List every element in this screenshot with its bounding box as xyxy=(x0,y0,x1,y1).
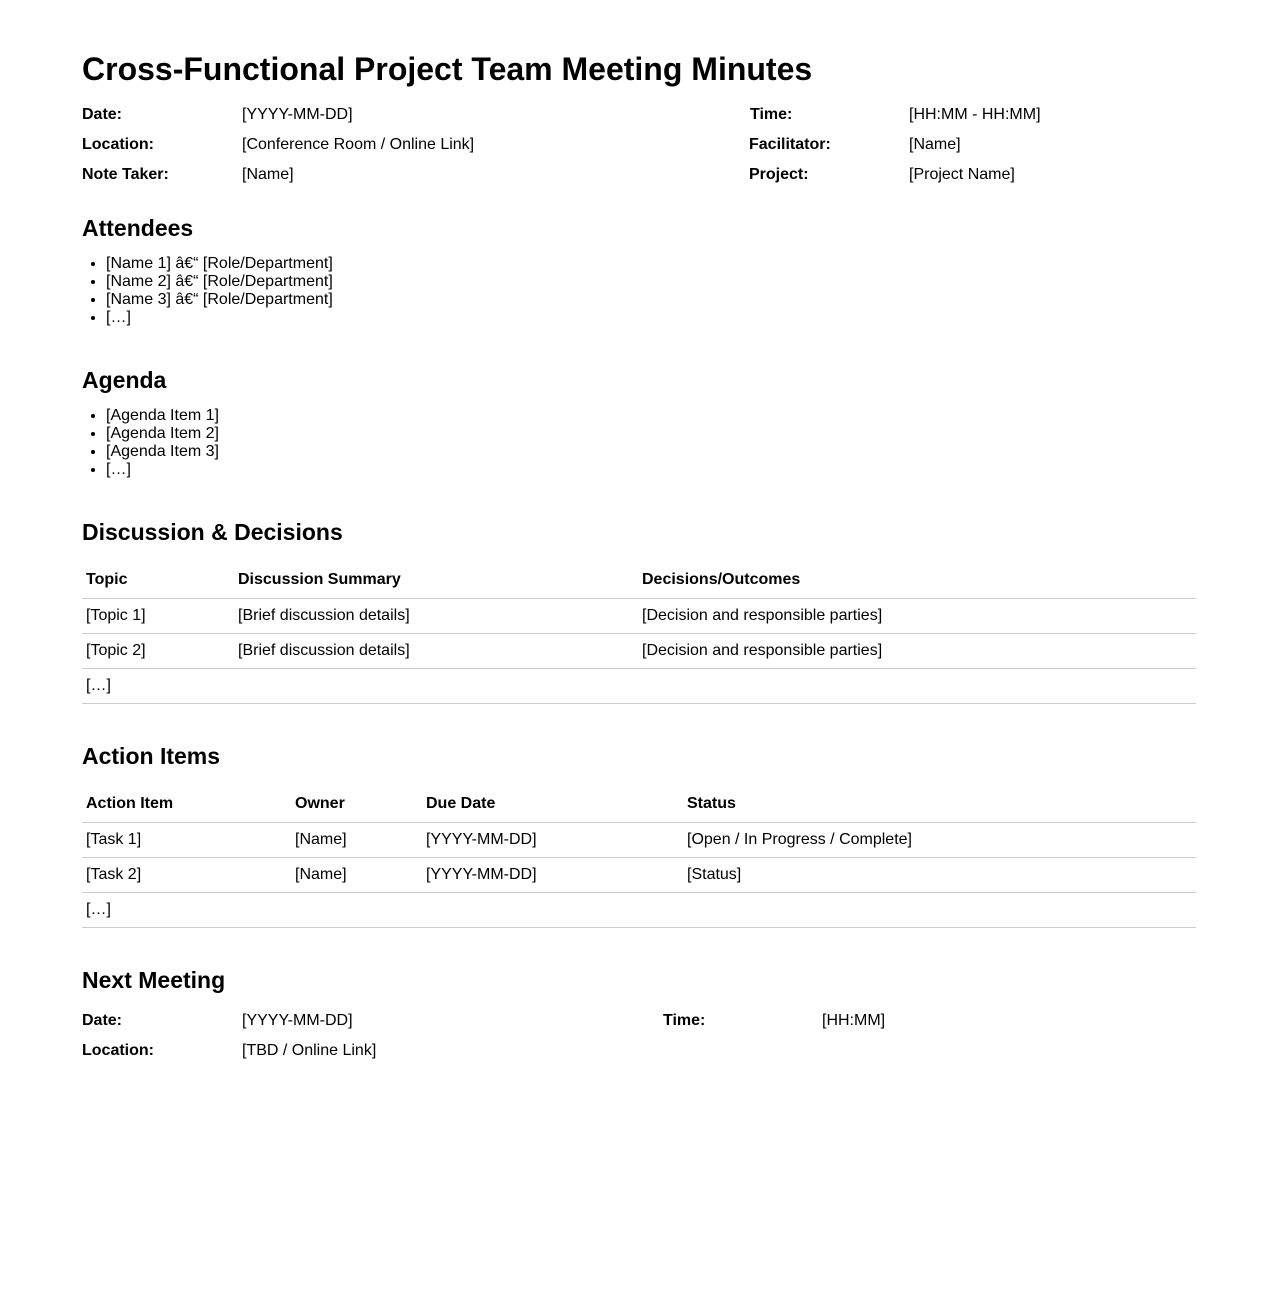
column-header: Discussion Summary xyxy=(234,562,638,599)
next-meeting-info xyxy=(82,1012,1196,1072)
table-cell: [Task 1] xyxy=(82,823,291,858)
attendees-list xyxy=(82,255,333,327)
next-date-value: [YYYY-MM-DD] xyxy=(242,1012,353,1029)
table-header-row xyxy=(82,786,1196,823)
table-cell: [Decision and responsible parties] xyxy=(638,599,1196,634)
next-location-value: [TBD / Online Link] xyxy=(242,1042,377,1059)
column-header: Decisions/Outcomes xyxy=(638,562,1196,599)
discussion-heading: Discussion & Decisions xyxy=(82,519,343,545)
table-cell: [Task 2] xyxy=(82,858,291,893)
next-meeting-heading: Next Meeting xyxy=(82,967,226,993)
agenda-list xyxy=(82,407,219,479)
table-row xyxy=(82,634,1196,669)
date-label: Date: xyxy=(82,106,123,123)
list-item: • […] xyxy=(106,309,333,327)
list-item: • [Name 1] â€“ [Role/Department] xyxy=(106,255,333,273)
list-item: • [Name 2] â€“ [Role/Department] xyxy=(106,273,333,291)
discussion-table xyxy=(82,562,1196,704)
column-header: Due Date xyxy=(422,786,683,823)
table-cell xyxy=(638,669,1196,704)
location-value: [Conference Room / Online Link] xyxy=(242,136,475,153)
project-label: Project: xyxy=(749,166,809,183)
table-cell: [YYYY-MM-DD] xyxy=(422,858,683,893)
note-taker-label: Note Taker: xyxy=(82,166,169,183)
table-cell: [YYYY-MM-DD] xyxy=(422,823,683,858)
facilitator-value: [Name] xyxy=(909,136,961,153)
next-date-label: Date: xyxy=(82,1012,123,1029)
table-cell: [Decision and responsible parties] xyxy=(638,634,1196,669)
table-row xyxy=(82,823,1196,858)
next-time-label: Time: xyxy=(663,1012,706,1029)
attendees-heading: Attendees xyxy=(82,215,194,241)
table-header-row xyxy=(82,562,1196,599)
project-value: [Project Name] xyxy=(909,166,1015,183)
column-header: Topic xyxy=(82,562,234,599)
column-header: Status xyxy=(683,786,1196,823)
note-taker-value: [Name] xyxy=(242,166,294,183)
table-cell: [Brief discussion details] xyxy=(234,599,638,634)
table-cell: [Status] xyxy=(683,858,1196,893)
time-value: [HH:MM - HH:MM] xyxy=(909,106,1041,123)
date-value: [YYYY-MM-DD] xyxy=(242,106,353,123)
table-cell: [Name] xyxy=(291,823,422,858)
table-row xyxy=(82,858,1196,893)
table-row xyxy=(82,599,1196,634)
list-item: • [Agenda Item 1] xyxy=(106,407,219,425)
table-cell xyxy=(422,893,683,928)
action-items-table xyxy=(82,786,1196,928)
next-location-label: Location: xyxy=(82,1042,154,1059)
facilitator-label: Facilitator: xyxy=(749,136,831,153)
table-row xyxy=(82,893,1196,928)
table-cell xyxy=(683,893,1196,928)
table-cell xyxy=(234,669,638,704)
table-cell: [Topic 2] xyxy=(82,634,234,669)
meeting-info xyxy=(82,106,1196,196)
column-header: Owner xyxy=(291,786,422,823)
next-time-value: [HH:MM] xyxy=(822,1012,886,1029)
list-item: • [Name 3] â€“ [Role/Department] xyxy=(106,291,333,309)
page-title: Cross-Functional Project Team Meeting Minutes xyxy=(82,51,813,87)
table-cell: […] xyxy=(82,893,291,928)
table-cell: [Name] xyxy=(291,858,422,893)
list-item: • [Agenda Item 3] xyxy=(106,443,219,461)
time-label: Time: xyxy=(750,106,793,123)
action-items-heading: Action Items xyxy=(82,743,221,769)
column-header: Action Item xyxy=(82,786,291,823)
table-row xyxy=(82,669,1196,704)
table-cell: […] xyxy=(82,669,234,704)
location-label: Location: xyxy=(82,136,154,153)
agenda-heading: Agenda xyxy=(82,367,167,393)
table-cell: [Open / In Progress / Complete] xyxy=(683,823,1196,858)
table-cell: [Brief discussion details] xyxy=(234,634,638,669)
list-item: • [Agenda Item 2] xyxy=(106,425,219,443)
table-cell xyxy=(291,893,422,928)
list-item: • […] xyxy=(106,461,219,479)
table-cell: [Topic 1] xyxy=(82,599,234,634)
